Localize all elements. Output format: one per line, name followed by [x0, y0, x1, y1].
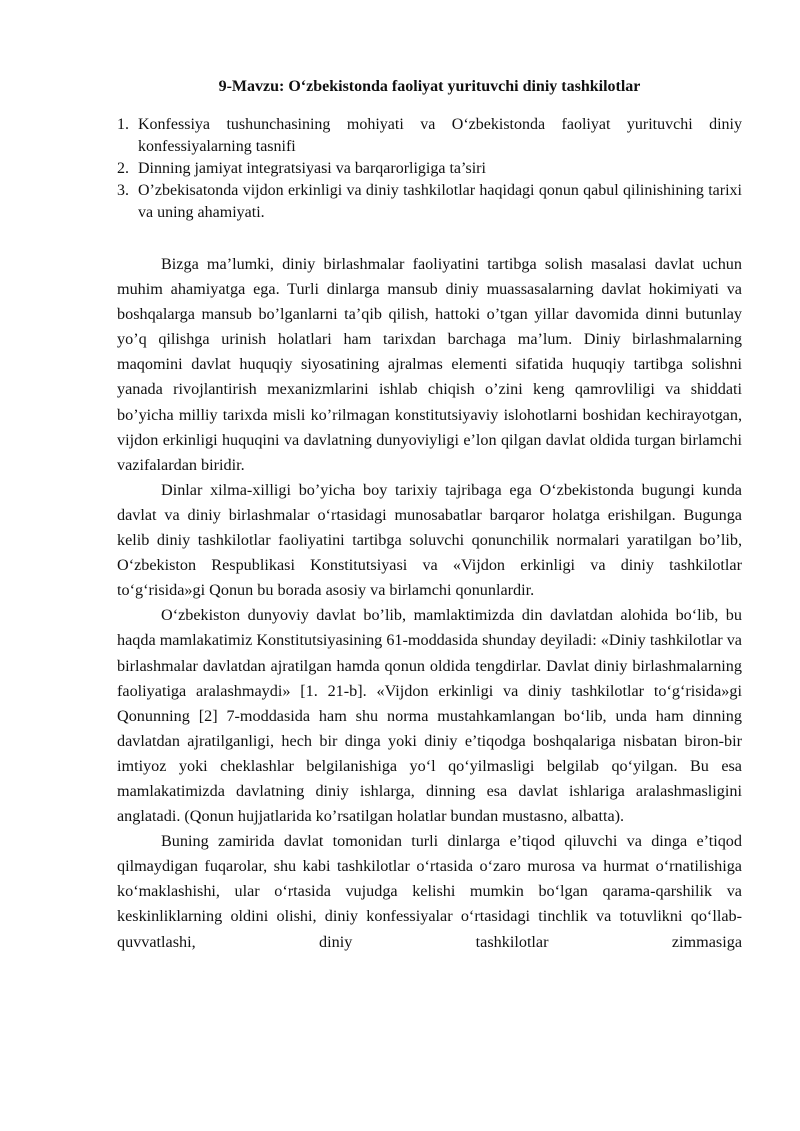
body-text	[117, 252, 742, 955]
document-page	[117, 76, 742, 955]
body-paragraph: O‘zbekiston dunyoviy davlat bo’lib, mamlaktimizda din davlatdan alohida bo‘lib, bu haqda mamlakatimiz Konstitutsiyasining 61-moddasida shunday deyiladi: «Diniy tashkilotlar va birlashmalar davlatdan ajratilgan hamda qonun oldida tengdirlar. Davlat diniy birlashmalarning faoliyatiga aralashmaydi» [1. 21-b]. «Vijdon erkinligi va diniy tashkilotlar to‘g‘risida»gi Qonunning [2] 7-moddasida ham shu norma mustahkamlangan bo‘lib, unda ham dinning davlatdan ajratilganligi, hech bir dinga yoki diniy e’tiqodga boshqalariga nisbatan biron-bir imtiyoz yoki cheklashlar belgilanishiga yo‘l qo‘yilmasligi belgilab qo‘yilgan. Bu esa mamlakatimizda davlatning diniy ishlarga, dinning esa davlat ishlariga aralashmasligini anglatadi. (Qonun hujjatlarida ko’rsatilgan holatlar bundan mustasno, albatta).	[117, 606, 742, 826]
page-title: 9-Mavzu: O‘zbekistonda faoliyat yurituvchi diniy tashkilotlar	[218, 78, 641, 95]
topic-list	[117, 114, 742, 224]
topic-item	[117, 114, 742, 158]
body-paragraph: Dinlar xilma-xilligi bo’yicha boy tarixiy tajribaga ega O‘zbekistonda bugungi kunda davlat va diniy birlashmalar o‘rtasidagi munosabatlar barqaror holatga erishilgan. Bugunga kelib diniy tashkilotlar faoliyatini tartibga soluvchi qonunchilik normalari yaratilgan bo’lib, O‘zbekiston Respublikasi Konstitutsiyasi va «Vijdon erkinligi va diniy tashkilotlar to‘g‘risida»gi Qonun bu borada asosiy va birlamchi qonunlardir.	[117, 480, 742, 600]
topic-item	[117, 180, 742, 224]
topic-text: O’zbekisatonda vijdon erkinligi va diniy tashkilotlar haqidagi qonun qabul qilinishining tarixi va uning ahamiyati.	[138, 182, 742, 221]
body-paragraph: Bizga ma’lumki, diniy birlashmalar faoliyatini tartibga solish masalasi davlat uchun muhim ahamiyatga ega. Turli dinlarga mansub diniy muassasalarning davlat hokimiyati va boshqalarga mansub bo’lganlarni ta’qib qilish, hattoki o’tgan yillar davomida dinni butunlay yo’q qilishga urinish holatlari ham tarixdan barchaga ma’lum. Diniy birlashmalarning maqomini davlat huquqiy siyosatining ajralmas elementi sifatida huquqiy tartibga solishni yanada rivojlantirish mexanizmlarini ishlab chiqish o’zini keng qamrovliligi va shiddati bo’yicha milliy tarixda misli ko’rilmagan konstitutsiyaviy islohotlarni boshidan kechirayotgan, vijdon erkinligi huquqini va davlatning dunyoviyligi e’lon qilgan davlat oldida turgan birlamchi vazifalardan biridir.	[117, 255, 742, 474]
topic-text: Dinning jamiyat integratsiyasi va barqarorligiga ta’siri	[138, 160, 486, 177]
topic-number: 1.	[117, 116, 129, 133]
topic-number: 2.	[117, 160, 129, 177]
body-paragraph: Buning zamirida davlat tomonidan turli dinlarga e’tiqod qiluvchi va dinga e’tiqod qilmaydigan fuqarolar, shu kabi tashkilotlar o‘rtasida o‘zaro murosa va hurmat o‘rnatilishiga ko‘maklashishi, ular o‘rtasida vujudga kelishi mumkin bo‘lgan qarama-qarshilik va keskinliklarning oldini olishi, diniy konfessiyalar o‘rtasidagi tinchlik va totuvlikni qo‘llab-quvvatlashi, diniy tashkilotlar zimmasiga	[117, 832, 742, 951]
topic-number: 3.	[117, 182, 129, 199]
topic-item	[117, 158, 742, 180]
topic-text: Konfessiya tushunchasining mohiyati va O‘zbekistonda faoliyat yurituvchi diniy konfessiyalarning tasnifi	[138, 116, 742, 155]
